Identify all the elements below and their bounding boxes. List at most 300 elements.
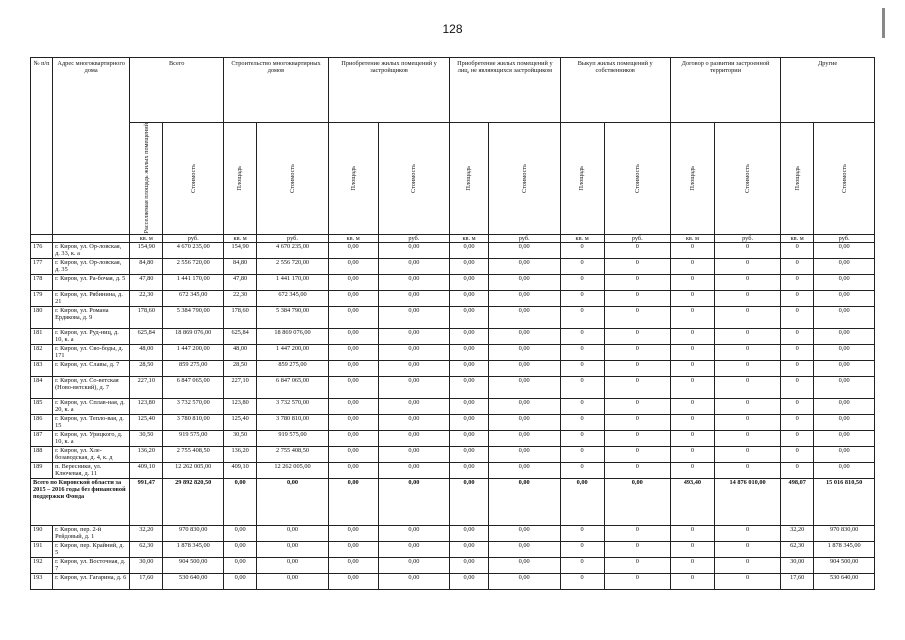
table-row bbox=[31, 344, 875, 360]
row-value: 0 bbox=[670, 462, 714, 478]
row-value: 62,30 bbox=[130, 541, 163, 557]
row-value: 0 bbox=[670, 430, 714, 446]
row-value: 0 bbox=[714, 376, 780, 398]
row-value: 0,00 bbox=[328, 446, 378, 462]
row-value: 0,00 bbox=[378, 398, 450, 414]
subheader-cell bbox=[257, 123, 329, 235]
row-value: 0,00 bbox=[450, 541, 489, 557]
row-value: 0,00 bbox=[328, 525, 378, 541]
row-value: 0 bbox=[604, 306, 670, 328]
row-value: 970 830,00 bbox=[814, 525, 875, 541]
table-row bbox=[31, 376, 875, 398]
scan-mark bbox=[882, 8, 885, 38]
units-cell: кв. м bbox=[450, 234, 489, 242]
row-value: 0,00 bbox=[814, 376, 875, 398]
row-value: 0,00 bbox=[378, 446, 450, 462]
row-value: 0,00 bbox=[328, 306, 378, 328]
row-value: 0 bbox=[781, 446, 814, 462]
row-value: 6 847 065,00 bbox=[163, 376, 224, 398]
row-value: 0,00 bbox=[328, 258, 378, 274]
row-value: 2 755 408,50 bbox=[257, 446, 329, 462]
subheader-label: Стоимость bbox=[743, 163, 751, 193]
header-group: Строительство многоквартирных домов bbox=[224, 58, 329, 123]
row-value: 672 345,00 bbox=[257, 290, 329, 306]
row-number: 180 bbox=[31, 306, 53, 328]
row-value: 0 bbox=[604, 446, 670, 462]
row-value: 0,00 bbox=[378, 258, 450, 274]
page-number: 128 bbox=[442, 22, 463, 36]
row-value: 625,84 bbox=[224, 328, 257, 344]
row-value: 0,00 bbox=[224, 541, 257, 557]
row-value: 0,00 bbox=[378, 328, 450, 344]
row-value: 32,20 bbox=[781, 525, 814, 541]
row-value: 0 bbox=[560, 376, 604, 398]
row-address: г. Киров, ул. Хле-бозаводская, д. 4, к. д bbox=[53, 446, 130, 462]
housing-table bbox=[30, 57, 875, 590]
row-value: 0,00 bbox=[328, 414, 378, 430]
row-value: 0,00 bbox=[488, 573, 560, 589]
units-row bbox=[31, 234, 875, 242]
subheader-label: Стоимость bbox=[840, 163, 848, 193]
row-value: 84,80 bbox=[224, 258, 257, 274]
total-value: 0,00 bbox=[560, 478, 604, 525]
row-number: 182 bbox=[31, 344, 53, 360]
units-cell: кв. м bbox=[781, 234, 814, 242]
units-cell bbox=[31, 234, 53, 242]
row-value: 18 869 076,00 bbox=[163, 328, 224, 344]
row-address: п. Вересники, ул. Ключевая, д. 11 bbox=[53, 462, 130, 478]
subheader-cell bbox=[714, 123, 780, 235]
row-value: 859 275,00 bbox=[257, 360, 329, 376]
row-value: 0 bbox=[781, 462, 814, 478]
row-value: 22,30 bbox=[224, 290, 257, 306]
row-value: 0,00 bbox=[224, 525, 257, 541]
row-value: 0,00 bbox=[378, 376, 450, 398]
row-value: 47,80 bbox=[130, 274, 163, 290]
row-number: 187 bbox=[31, 430, 53, 446]
subheader-cell bbox=[328, 123, 378, 235]
row-address: г. Киров, ул. Гагарина, д. 6 bbox=[53, 573, 130, 589]
row-value: 136,20 bbox=[130, 446, 163, 462]
row-value: 3 732 570,00 bbox=[257, 398, 329, 414]
row-value: 0,00 bbox=[488, 376, 560, 398]
row-value: 0 bbox=[670, 242, 714, 258]
row-value: 0,00 bbox=[488, 462, 560, 478]
row-value: 0,00 bbox=[814, 414, 875, 430]
row-value: 0,00 bbox=[488, 306, 560, 328]
row-value: 904 500,00 bbox=[163, 557, 224, 573]
row-number: 176 bbox=[31, 242, 53, 258]
row-value: 154,90 bbox=[224, 242, 257, 258]
row-value: 0,00 bbox=[488, 557, 560, 573]
row-value: 0 bbox=[604, 573, 670, 589]
row-value: 0,00 bbox=[378, 541, 450, 557]
table-row bbox=[31, 258, 875, 274]
row-value: 0,00 bbox=[328, 274, 378, 290]
row-value: 125,40 bbox=[130, 414, 163, 430]
total-value: 991,47 bbox=[130, 478, 163, 525]
row-value: 0 bbox=[670, 398, 714, 414]
row-value: 0 bbox=[670, 258, 714, 274]
row-value: 30,00 bbox=[781, 557, 814, 573]
row-value: 0,00 bbox=[378, 557, 450, 573]
units-cell: руб. bbox=[163, 234, 224, 242]
subheader-cell bbox=[604, 123, 670, 235]
row-value: 1 441 170,00 bbox=[163, 274, 224, 290]
row-value: 0,00 bbox=[814, 344, 875, 360]
table-row bbox=[31, 242, 875, 258]
row-value: 0 bbox=[781, 430, 814, 446]
row-value: 0,00 bbox=[814, 290, 875, 306]
row-value: 0 bbox=[714, 430, 780, 446]
row-value: 0,00 bbox=[378, 242, 450, 258]
row-value: 0,00 bbox=[814, 446, 875, 462]
row-value: 0 bbox=[670, 414, 714, 430]
row-value: 0,00 bbox=[450, 242, 489, 258]
row-value: 125,40 bbox=[224, 414, 257, 430]
total-value: 0,00 bbox=[450, 478, 489, 525]
row-value: 0,00 bbox=[378, 360, 450, 376]
subheader-label: Стоимость bbox=[520, 163, 528, 193]
row-value: 5 384 790,00 bbox=[163, 306, 224, 328]
row-value: 0,00 bbox=[328, 557, 378, 573]
row-value: 0,00 bbox=[450, 525, 489, 541]
units-cell: руб. bbox=[488, 234, 560, 242]
row-value: 0,00 bbox=[450, 306, 489, 328]
row-value: 0 bbox=[714, 398, 780, 414]
total-value: 29 892 820,50 bbox=[163, 478, 224, 525]
row-value: 0 bbox=[604, 430, 670, 446]
row-value: 0 bbox=[714, 414, 780, 430]
row-value: 0 bbox=[604, 258, 670, 274]
row-value: 0 bbox=[670, 328, 714, 344]
subheader-label: Площадь bbox=[578, 165, 586, 191]
table-row bbox=[31, 462, 875, 478]
row-address: г. Киров, ул. Ор-ловская, д. 33, к. а bbox=[53, 242, 130, 258]
row-value: 0,00 bbox=[450, 430, 489, 446]
header-group: Приобретение жилых помещений у застройщиков bbox=[328, 58, 449, 123]
row-value: 0 bbox=[560, 462, 604, 478]
row-value: 0 bbox=[781, 360, 814, 376]
row-value: 178,60 bbox=[224, 306, 257, 328]
row-value: 17,60 bbox=[130, 573, 163, 589]
table-row bbox=[31, 328, 875, 344]
units-cell: кв. м bbox=[224, 234, 257, 242]
row-value: 0 bbox=[781, 328, 814, 344]
table-row bbox=[31, 430, 875, 446]
row-number: 190 bbox=[31, 525, 53, 541]
total-value: 0,00 bbox=[328, 478, 378, 525]
row-value: 0,00 bbox=[450, 557, 489, 573]
table-row bbox=[31, 446, 875, 462]
row-value: 62,30 bbox=[781, 541, 814, 557]
row-value: 0,00 bbox=[488, 344, 560, 360]
row-value: 0,00 bbox=[328, 430, 378, 446]
units-cell: руб. bbox=[378, 234, 450, 242]
row-value: 0 bbox=[604, 376, 670, 398]
row-value: 0,00 bbox=[257, 557, 329, 573]
row-value: 0,00 bbox=[450, 446, 489, 462]
subheader-cell bbox=[670, 123, 714, 235]
row-value: 0,00 bbox=[328, 398, 378, 414]
row-value: 6 847 065,00 bbox=[257, 376, 329, 398]
row-value: 0,00 bbox=[488, 446, 560, 462]
row-value: 0 bbox=[560, 274, 604, 290]
row-value: 0 bbox=[670, 446, 714, 462]
row-value: 0,00 bbox=[378, 274, 450, 290]
row-value: 0,00 bbox=[378, 525, 450, 541]
row-value: 0 bbox=[560, 398, 604, 414]
row-value: 32,20 bbox=[130, 525, 163, 541]
header-group: Приобретение жилых помещений у лиц, не являющихся застройщиком bbox=[450, 58, 560, 123]
subheader-label: Стоимость bbox=[288, 163, 296, 193]
row-value: 0,00 bbox=[814, 242, 875, 258]
row-value: 0,00 bbox=[450, 360, 489, 376]
row-value: 1 441 170,00 bbox=[257, 274, 329, 290]
header-group: Выкуп жилых помещений у собственников bbox=[560, 58, 670, 123]
row-value: 0,00 bbox=[328, 328, 378, 344]
row-value: 0,00 bbox=[488, 328, 560, 344]
row-address: г. Киров, ул. Со-ветская (Ново-вятский), д. 7 bbox=[53, 376, 130, 398]
row-address: г. Киров, ул. Урицкого, д. 10, к. а bbox=[53, 430, 130, 446]
row-value: 0 bbox=[714, 446, 780, 462]
row-value: 0,00 bbox=[378, 430, 450, 446]
row-value: 1 447 200,00 bbox=[163, 344, 224, 360]
row-value: 0 bbox=[604, 557, 670, 573]
subheader-label: Расселяемая площадь жилых помещений bbox=[142, 123, 150, 234]
header-num: № п/п bbox=[31, 58, 53, 235]
units-cell: руб. bbox=[604, 234, 670, 242]
row-address: г. Киров, ул. Руд-ниц, д. 10, к. а bbox=[53, 328, 130, 344]
row-value: 0 bbox=[714, 541, 780, 557]
row-value: 28,50 bbox=[224, 360, 257, 376]
row-value: 17,60 bbox=[781, 573, 814, 589]
row-value: 0,00 bbox=[450, 258, 489, 274]
row-value: 0 bbox=[714, 258, 780, 274]
row-value: 0 bbox=[604, 328, 670, 344]
row-value: 530 640,00 bbox=[814, 573, 875, 589]
row-value: 0 bbox=[560, 446, 604, 462]
total-value: 14 876 010,00 bbox=[714, 478, 780, 525]
total-value: 498,07 bbox=[781, 478, 814, 525]
units-cell: кв. м bbox=[670, 234, 714, 242]
row-address: г. Киров, ул. Ор-ловская, д. 35 bbox=[53, 258, 130, 274]
row-address: г. Киров, ул. Тепло-вая, д. 15 bbox=[53, 414, 130, 430]
row-value: 0,00 bbox=[488, 541, 560, 557]
row-address: г. Киров, пер. Крайний, д. 5 bbox=[53, 541, 130, 557]
row-value: 0,00 bbox=[257, 541, 329, 557]
row-value: 0 bbox=[714, 306, 780, 328]
row-value: 227,10 bbox=[130, 376, 163, 398]
row-number: 191 bbox=[31, 541, 53, 557]
row-value: 0,00 bbox=[488, 430, 560, 446]
row-value: 123,80 bbox=[130, 398, 163, 414]
table-row bbox=[31, 573, 875, 589]
row-value: 0 bbox=[781, 242, 814, 258]
row-value: 0 bbox=[560, 290, 604, 306]
units-cell: кв. м bbox=[328, 234, 378, 242]
row-value: 919 575,00 bbox=[257, 430, 329, 446]
row-value: 0,00 bbox=[328, 462, 378, 478]
row-value: 22,30 bbox=[130, 290, 163, 306]
row-value: 0 bbox=[714, 344, 780, 360]
row-number: 185 bbox=[31, 398, 53, 414]
row-value: 0,00 bbox=[814, 430, 875, 446]
row-value: 0 bbox=[560, 557, 604, 573]
row-value: 0,00 bbox=[328, 290, 378, 306]
row-value: 919 575,00 bbox=[163, 430, 224, 446]
table-row bbox=[31, 274, 875, 290]
row-number: 192 bbox=[31, 557, 53, 573]
row-number: 177 bbox=[31, 258, 53, 274]
row-value: 123,80 bbox=[224, 398, 257, 414]
row-value: 0,00 bbox=[814, 462, 875, 478]
row-value: 4 670 235,00 bbox=[257, 242, 329, 258]
row-value: 0,00 bbox=[450, 274, 489, 290]
row-value: 859 275,00 bbox=[163, 360, 224, 376]
units-cell: руб. bbox=[257, 234, 329, 242]
row-value: 0 bbox=[560, 430, 604, 446]
total-value: 15 016 810,50 bbox=[814, 478, 875, 525]
row-value: 0 bbox=[604, 242, 670, 258]
subheader-label: Стоимость bbox=[189, 163, 197, 193]
row-value: 3 780 810,00 bbox=[163, 414, 224, 430]
row-value: 0,00 bbox=[257, 573, 329, 589]
row-value: 970 830,00 bbox=[163, 525, 224, 541]
row-value: 0 bbox=[714, 242, 780, 258]
units-cell bbox=[53, 234, 130, 242]
row-value: 0,00 bbox=[814, 306, 875, 328]
row-value: 0,00 bbox=[450, 376, 489, 398]
header-group: Всего bbox=[130, 58, 224, 123]
row-value: 0,00 bbox=[257, 525, 329, 541]
row-address: г. Киров, пер. 2-й Рейдовый, д. 1 bbox=[53, 525, 130, 541]
row-value: 0,00 bbox=[224, 557, 257, 573]
units-cell: кв. м bbox=[130, 234, 163, 242]
row-address: г. Киров, ул. Восточная, д. 7 bbox=[53, 557, 130, 573]
row-value: 0 bbox=[670, 306, 714, 328]
row-value: 0 bbox=[670, 376, 714, 398]
units-cell: руб. bbox=[814, 234, 875, 242]
total-row bbox=[31, 478, 875, 525]
units-cell: руб. bbox=[714, 234, 780, 242]
row-value: 0 bbox=[781, 290, 814, 306]
row-value: 0,00 bbox=[328, 360, 378, 376]
row-number: 193 bbox=[31, 573, 53, 589]
row-value: 0 bbox=[781, 376, 814, 398]
row-value: 672 345,00 bbox=[163, 290, 224, 306]
row-value: 0 bbox=[560, 258, 604, 274]
row-value: 904 500,00 bbox=[814, 557, 875, 573]
table-row bbox=[31, 525, 875, 541]
subheader-cell bbox=[814, 123, 875, 235]
table-row bbox=[31, 360, 875, 376]
row-value: 12 262 005,00 bbox=[257, 462, 329, 478]
units-cell: кв. м bbox=[560, 234, 604, 242]
subheader-cell bbox=[130, 123, 163, 235]
row-address: г. Киров, ул. Романа Ердякова, д. 9 bbox=[53, 306, 130, 328]
row-value: 30,50 bbox=[130, 430, 163, 446]
row-number: 188 bbox=[31, 446, 53, 462]
row-value: 0 bbox=[560, 344, 604, 360]
row-value: 0 bbox=[560, 360, 604, 376]
total-value: 0,00 bbox=[488, 478, 560, 525]
row-value: 30,00 bbox=[130, 557, 163, 573]
row-value: 0,00 bbox=[488, 274, 560, 290]
total-value: 493,40 bbox=[670, 478, 714, 525]
row-value: 0 bbox=[604, 360, 670, 376]
header-address: Адрес многоквартирного дома bbox=[53, 58, 130, 235]
row-address: г. Киров, ул. Рябинина, д. 21 bbox=[53, 290, 130, 306]
row-value: 0 bbox=[604, 414, 670, 430]
table-row bbox=[31, 306, 875, 328]
row-value: 0,00 bbox=[814, 258, 875, 274]
header-group: Договор о развитии застроенной территории bbox=[670, 58, 780, 123]
row-value: 0,00 bbox=[488, 360, 560, 376]
total-label: Всего по Кировской области за 2015 – 2016 годы без финансовой поддержки Фонда bbox=[31, 478, 130, 525]
subheader-label: Площадь bbox=[688, 165, 696, 191]
row-value: 0 bbox=[560, 414, 604, 430]
row-value: 0 bbox=[670, 344, 714, 360]
row-value: 0,00 bbox=[488, 290, 560, 306]
row-value: 0 bbox=[560, 541, 604, 557]
row-value: 0 bbox=[560, 525, 604, 541]
row-value: 0,00 bbox=[378, 462, 450, 478]
row-value: 0,00 bbox=[328, 344, 378, 360]
row-address: г. Киров, ул. Славы, д. 7 bbox=[53, 360, 130, 376]
subheader-label: Площадь bbox=[465, 165, 473, 191]
row-value: 0 bbox=[714, 328, 780, 344]
row-value: 0 bbox=[560, 328, 604, 344]
subheader-label: Площадь bbox=[793, 165, 801, 191]
row-value: 0 bbox=[781, 306, 814, 328]
row-value: 28,50 bbox=[130, 360, 163, 376]
row-value: 0 bbox=[560, 306, 604, 328]
row-value: 1 447 200,00 bbox=[257, 344, 329, 360]
row-value: 0,00 bbox=[488, 414, 560, 430]
row-number: 189 bbox=[31, 462, 53, 478]
row-value: 2 556 720,00 bbox=[257, 258, 329, 274]
subheader-cell bbox=[163, 123, 224, 235]
row-value: 0,00 bbox=[488, 258, 560, 274]
row-value: 0,00 bbox=[488, 242, 560, 258]
subheader-cell bbox=[488, 123, 560, 235]
row-value: 1 878 345,00 bbox=[814, 541, 875, 557]
row-value: 3 780 810,00 bbox=[257, 414, 329, 430]
row-value: 0 bbox=[781, 274, 814, 290]
row-number: 179 bbox=[31, 290, 53, 306]
total-value: 0,00 bbox=[224, 478, 257, 525]
row-value: 0 bbox=[781, 414, 814, 430]
total-value: 0,00 bbox=[604, 478, 670, 525]
row-value: 0 bbox=[604, 290, 670, 306]
row-value: 0,00 bbox=[450, 462, 489, 478]
row-value: 0 bbox=[670, 541, 714, 557]
row-value: 0 bbox=[781, 398, 814, 414]
row-value: 409,10 bbox=[130, 462, 163, 478]
row-value: 0,00 bbox=[450, 398, 489, 414]
row-value: 0 bbox=[670, 360, 714, 376]
row-value: 47,80 bbox=[224, 274, 257, 290]
row-value: 0 bbox=[604, 344, 670, 360]
row-value: 0,00 bbox=[378, 573, 450, 589]
row-value: 0 bbox=[604, 398, 670, 414]
row-number: 186 bbox=[31, 414, 53, 430]
row-value: 48,00 bbox=[224, 344, 257, 360]
row-value: 0 bbox=[714, 557, 780, 573]
row-value: 154,90 bbox=[130, 242, 163, 258]
row-value: 2 556 720,00 bbox=[163, 258, 224, 274]
